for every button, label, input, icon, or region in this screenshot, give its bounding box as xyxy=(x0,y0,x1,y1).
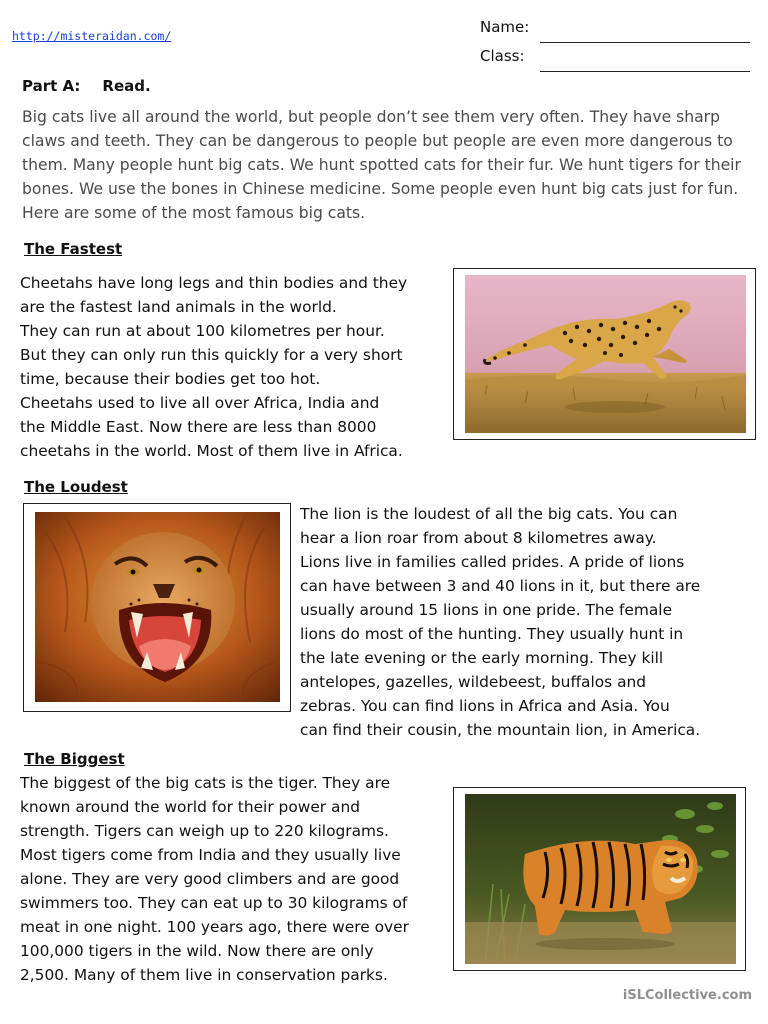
text-line: cheetahs in the world. Most of them live in Africa. xyxy=(20,442,403,460)
name-label: Name: xyxy=(480,18,530,36)
website-link[interactable]: http://misteraidan.com/ xyxy=(12,29,172,43)
section-text-fastest xyxy=(20,271,460,463)
part-a-heading xyxy=(22,77,151,95)
section-text-biggest xyxy=(20,771,460,987)
text-line: usually around 15 lions in one pride. The female xyxy=(300,601,673,619)
text-line: 2,500. Many of them live in conservation parks. xyxy=(20,966,388,984)
text-line: meat in one night. 100 years ago, there were over xyxy=(20,918,409,936)
text-line: 100,000 tigers in the wild. Now there are only xyxy=(20,942,374,960)
text-line: alone. They are very good climbers and are good xyxy=(20,870,400,888)
text-line: Lions live in families called prides. A pride of lions xyxy=(300,553,685,571)
cheetah-photo xyxy=(465,275,746,433)
intro-paragraph: Big cats live all around the world, but people don’t see them very often. They have sharp claws and teeth. They can be dangerous to people but people are even more dangerous to them. Many people hunt big cats. We hunt spotted cats for their fur. We hunt tigers for their bones. We use the bones in Chinese medicine. Some people even hunt big cats just for fun. Here are some of the most famous big cats. xyxy=(22,108,741,222)
text-line: lions do most of the hunting. They usually hunt in xyxy=(300,625,684,643)
lion-photo xyxy=(35,512,280,702)
text-line: They can run at about 100 kilometres per hour. xyxy=(20,322,385,340)
footer-watermark: iSLCollective.com xyxy=(622,988,752,1003)
text-line: the late evening or the early morning. They kill xyxy=(300,649,664,667)
text-line: But they can only run this quickly for a very short xyxy=(20,346,403,364)
class-label: Class: xyxy=(480,47,525,65)
text-line: the Middle East. Now there are less than 8000 xyxy=(20,418,377,436)
text-line: Most tigers come from India and they usually live xyxy=(20,846,401,864)
text-line: are the fastest land animals in the world. xyxy=(20,298,337,316)
text-line: time, because their bodies get too hot. xyxy=(20,370,321,388)
text-line: hear a lion roar from about 8 kilometres away. xyxy=(300,529,657,547)
section-text-loudest xyxy=(300,502,750,742)
tiger-photo-frame xyxy=(453,787,746,971)
text-line: strength. Tigers can weigh up to 220 kilograms. xyxy=(20,822,389,840)
section-heading-biggest: The Biggest xyxy=(24,750,125,768)
tiger-photo xyxy=(465,794,736,964)
text-line: can have between 3 and 40 lions in it, but there are xyxy=(300,577,701,595)
section-heading-fastest: The Fastest xyxy=(24,240,123,258)
text-line: known around the world for their power and xyxy=(20,798,360,816)
part-a-label: Part A: xyxy=(22,77,81,95)
text-line: Cheetahs have long legs and thin bodies and they xyxy=(20,274,408,292)
text-line: Cheetahs used to live all over Africa, India and xyxy=(20,394,380,412)
name-field[interactable] xyxy=(540,42,750,43)
cheetah-photo-frame xyxy=(453,268,756,440)
text-line: antelopes, gazelles, wildebeest, buffalos and xyxy=(300,673,647,691)
text-line: can find their cousin, the mountain lion, in America. xyxy=(300,721,701,739)
part-a-instruction: Read. xyxy=(102,77,151,95)
class-field[interactable] xyxy=(540,71,750,72)
text-line: The biggest of the big cats is the tiger. They are xyxy=(20,774,391,792)
section-heading-loudest: The Loudest xyxy=(24,478,128,496)
lion-photo-frame xyxy=(23,503,291,712)
text-line: The lion is the loudest of all the big cats. You can xyxy=(300,505,678,523)
text-line: zebras. You can find lions in Africa and Asia. You xyxy=(300,697,670,715)
text-line: swimmers too. They can eat up to 30 kilograms of xyxy=(20,894,408,912)
